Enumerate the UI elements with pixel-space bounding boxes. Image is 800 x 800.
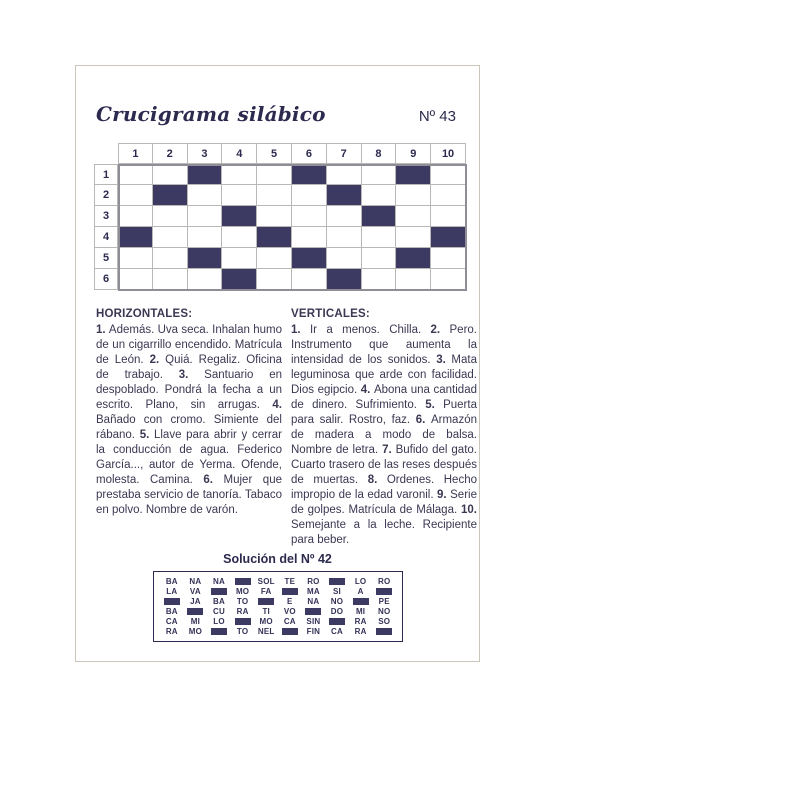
grid-cell — [188, 227, 223, 248]
puzzle-number: Nº 43 — [418, 108, 456, 125]
solution-syllable-cell: NEL — [257, 627, 275, 637]
solution-block-cell — [278, 586, 302, 596]
grid-cell — [362, 248, 397, 269]
solution-syllable-cell: FA — [260, 586, 272, 596]
clue-number: 1. — [96, 324, 109, 336]
solution-syllable-cell: E — [287, 596, 293, 606]
clue-number: 2. — [149, 354, 166, 366]
solution-syllable-cell: MO — [188, 627, 203, 637]
grid-cell — [292, 269, 327, 290]
grid-cell — [292, 185, 327, 206]
clue-number: 6. — [203, 474, 224, 486]
solution-syllable-cell: RA — [165, 627, 178, 637]
solution-syllable-cell: VA — [189, 586, 201, 596]
solution-syllable-cell: SO — [378, 617, 391, 627]
grid-cell-filled — [188, 164, 223, 185]
grid-column-header: 2 — [153, 143, 188, 164]
solution-syllable-cell: NA — [213, 576, 225, 586]
block-rectangle — [353, 598, 369, 605]
solution-syllable-cell: TO — [236, 596, 249, 606]
grid-cell-filled — [292, 248, 327, 269]
grid-cell — [292, 227, 327, 248]
solution-heading: Solución del Nº 42 — [223, 552, 332, 566]
grid-cell-filled — [222, 269, 257, 290]
solution-block-cell — [160, 596, 184, 606]
grid-cell — [396, 269, 431, 290]
grid-column-header: 4 — [222, 143, 257, 164]
block-rectangle — [235, 618, 251, 625]
solution-syllable-cell: SIN — [306, 617, 321, 627]
solution-syllable-cell: MI — [190, 617, 201, 627]
block-rectangle — [376, 628, 392, 635]
grid-cell — [396, 185, 431, 206]
solution-block-cell — [278, 627, 302, 637]
grid-cell-filled — [396, 248, 431, 269]
clue-number: 4. — [272, 399, 282, 411]
grid-cell — [188, 185, 223, 206]
vertical-clues-section — [291, 307, 477, 548]
horizontal-clues-section — [96, 307, 282, 518]
block-rectangle — [235, 578, 251, 585]
block-rectangle — [329, 618, 345, 625]
puzzle-page-card — [75, 65, 480, 662]
grid-cell — [153, 164, 188, 185]
grid-cell-filled — [222, 206, 257, 227]
block-rectangle — [211, 628, 227, 635]
solution-syllable-cell: NA — [307, 596, 320, 606]
block-rectangle — [305, 608, 321, 615]
grid-cell — [118, 164, 153, 185]
clue-number: 7. — [382, 444, 396, 456]
grid-row-header: 5 — [94, 248, 118, 269]
grid-cell — [327, 248, 362, 269]
grid-cell — [362, 269, 397, 290]
grid-cell-filled — [327, 269, 362, 290]
solution-syllable-cell: NA — [189, 576, 202, 586]
solution-syllable-cell: NO — [330, 596, 344, 606]
solution-block-cell — [372, 627, 396, 637]
solution-syllable-cell: TI — [262, 607, 270, 617]
grid-column-header: 10 — [431, 143, 466, 164]
grid-cell — [153, 269, 188, 290]
clue-number: 3. — [436, 354, 452, 366]
block-rectangle — [282, 628, 298, 635]
grid-cell — [327, 206, 362, 227]
solution-syllable-cell: MI — [355, 607, 366, 617]
solution-syllable-cell: MA — [306, 586, 320, 596]
solution-syllable-cell: RO — [307, 576, 320, 586]
solution-syllable-cell: RO — [377, 576, 391, 586]
solution-syllable-cell: BA — [165, 576, 178, 586]
solution-block-cell — [254, 596, 278, 606]
solution-row — [160, 607, 396, 617]
solution-syllable-cell: LA — [166, 586, 178, 596]
grid-column-header: 6 — [292, 143, 327, 164]
clue-number: 6. — [415, 414, 431, 426]
clue-number: 2. — [430, 324, 450, 336]
grid-cell-filled — [431, 227, 466, 248]
grid-column-header: 3 — [188, 143, 223, 164]
solution-block-cell — [184, 607, 208, 617]
solution-block-cell — [231, 617, 255, 627]
grid-cell — [222, 248, 257, 269]
grid-cell — [153, 206, 188, 227]
grid-column-header: 1 — [118, 143, 153, 164]
clue-number: 5. — [139, 429, 154, 441]
solution-block-cell — [207, 627, 231, 637]
grid-cell — [118, 269, 153, 290]
clue-number: 1. — [291, 324, 310, 336]
grid-row-header: 4 — [94, 227, 118, 248]
solution-syllable-cell: MO — [235, 586, 250, 596]
solution-syllable-cell: DO — [330, 607, 344, 617]
solution-block-cell — [325, 617, 349, 627]
clue-number: 8. — [367, 474, 387, 486]
solution-block-cell — [349, 596, 373, 606]
grid-cell-filled — [118, 227, 153, 248]
solution-row — [160, 596, 396, 606]
clue-number: 3. — [178, 369, 205, 381]
solution-syllable-cell: A — [357, 586, 364, 596]
grid-column-header: 8 — [362, 143, 397, 164]
clue-number: 9. — [437, 489, 451, 501]
vertical-clues-text: 1. Ir a menos. Chilla. 2. Pero. Instrumento que aumenta la intensidad de los sonidos. 3. Mata leguminosa que arde con facilidad. Dios egipcio. 4. Abona una cantidad de dinero. Sufrimiento. 5. Puerta para salir. Rostro, faz. 6. Armazón de madera a modo de balsa. Nombre de letra. 7. Bufido del gato. Cuarto trasero de las reses después de muertas. 8. Ordenes. Hecho impropio de la edad varonil. 9. Serie de golpes. Matrícula de Málaga. 10. Semejante a la leche. Recipiente para beber. — [291, 324, 477, 546]
grid-row-header: 2 — [94, 185, 118, 206]
solution-syllable-cell: SI — [333, 586, 341, 596]
block-rectangle — [187, 608, 203, 615]
block-rectangle — [258, 598, 274, 605]
solution-syllable-cell: TE — [284, 576, 296, 586]
solution-syllable-cell: FIN — [306, 627, 321, 637]
grid-cell — [431, 185, 466, 206]
solution-syllable-cell: VO — [283, 607, 296, 617]
grid-cell — [118, 248, 153, 269]
grid-cell — [292, 206, 327, 227]
grid-cell-filled — [292, 164, 327, 185]
solution-syllable-cell: RA — [236, 607, 249, 617]
grid-cell — [118, 206, 153, 227]
grid-column-header: 5 — [257, 143, 292, 164]
grid-cell — [431, 206, 466, 227]
grid-cell — [362, 227, 397, 248]
grid-column-header: 9 — [396, 143, 431, 164]
solution-syllable-cell: SOL — [257, 576, 275, 586]
solution-syllable-cell: CA — [283, 617, 296, 627]
solution-row — [160, 617, 396, 627]
solution-syllable-cell: TO — [236, 627, 249, 637]
solution-block-cell — [325, 576, 349, 586]
grid-cell — [257, 248, 292, 269]
grid-row-header: 1 — [94, 164, 118, 185]
solution-syllable-cell: RA — [354, 617, 367, 627]
grid-cell — [327, 164, 362, 185]
solution-syllable-cell: LO — [354, 576, 367, 586]
grid-corner — [94, 143, 118, 164]
grid-cell — [396, 227, 431, 248]
grid-cell — [431, 248, 466, 269]
horizontal-clues-heading: HORIZONTALES: — [96, 308, 193, 320]
solution-syllable-cell: RA — [354, 627, 367, 637]
solution-block-cell — [231, 576, 255, 586]
grid-cell — [188, 269, 223, 290]
grid-cell — [257, 269, 292, 290]
block-rectangle — [164, 598, 180, 605]
block-rectangle — [329, 578, 345, 585]
grid-cell — [257, 206, 292, 227]
grid-cell — [222, 164, 257, 185]
clue-number: 5. — [425, 399, 444, 411]
grid-cell — [188, 206, 223, 227]
grid-cell — [222, 227, 257, 248]
crossword-grid — [94, 143, 467, 291]
grid-cell-filled — [153, 185, 188, 206]
page-title: Crucigrama silábico — [96, 102, 326, 126]
solution-syllable-cell: LO — [213, 617, 225, 627]
solution-syllable-cell: NO — [377, 607, 391, 617]
solution-syllable-cell: PE — [378, 596, 390, 606]
block-rectangle — [282, 588, 298, 595]
grid-cell-filled — [362, 206, 397, 227]
grid-row-header: 6 — [94, 269, 118, 290]
solution-row — [160, 627, 396, 637]
grid-cell — [396, 206, 431, 227]
solution-block-cell — [372, 586, 396, 596]
solution-row — [160, 576, 396, 586]
solution-syllable-cell: JA — [190, 596, 201, 606]
grid-cell-filled — [257, 227, 292, 248]
solution-syllable-cell: MO — [259, 617, 273, 627]
solution-syllable-cell: CA — [331, 627, 343, 637]
grid-cell — [257, 164, 292, 185]
grid-cell — [257, 185, 292, 206]
grid-cell-filled — [396, 164, 431, 185]
clue-number: 4. — [360, 384, 374, 396]
grid-row-header: 3 — [94, 206, 118, 227]
solution-syllable-cell: BA — [165, 607, 178, 617]
grid-cell — [362, 185, 397, 206]
grid-cell — [222, 185, 257, 206]
grid-column-header: 7 — [327, 143, 362, 164]
solution-row — [160, 586, 396, 596]
grid-cell — [431, 269, 466, 290]
horizontal-clues-text: 1. Además. Uva seca. Inhalan humo de un cigarrillo encendido. Matrícula de León. 2. Quiá. Regaliz. Oficina de trabajo. 3. Santuario en despoblado. Pondrá la fecha a un escrito. Plano, sin arrugas. 4. Bañado con cromo. Simiente del rábano. 5. Llave para abrir y cerrar la conducción de agua. Federico García..., autor de Yerma. Ofende, molesta. Camina. 6. Mujer que prestaba servicio de tanoría. Tabaco en polvo. Nombre de varón. — [96, 324, 282, 516]
grid-cell — [118, 185, 153, 206]
solution-syllable-cell: CU — [213, 607, 225, 617]
grid-cell-filled — [327, 185, 362, 206]
solution-grid — [153, 571, 403, 642]
solution-syllable-cell: CA — [165, 617, 178, 627]
clue-number: 10. — [461, 504, 477, 516]
solution-block-cell — [302, 607, 326, 617]
grid-cell — [153, 248, 188, 269]
grid-cell — [431, 164, 466, 185]
vertical-clues-heading: VERTICALES: — [291, 308, 370, 320]
block-rectangle — [376, 588, 392, 595]
solution-syllable-cell: BA — [213, 596, 225, 606]
grid-cell — [327, 227, 362, 248]
grid-cell — [362, 164, 397, 185]
block-rectangle — [211, 588, 227, 595]
grid-cell-filled — [188, 248, 223, 269]
page-header — [96, 102, 456, 126]
solution-block-cell — [207, 586, 231, 596]
grid-cell — [153, 227, 188, 248]
